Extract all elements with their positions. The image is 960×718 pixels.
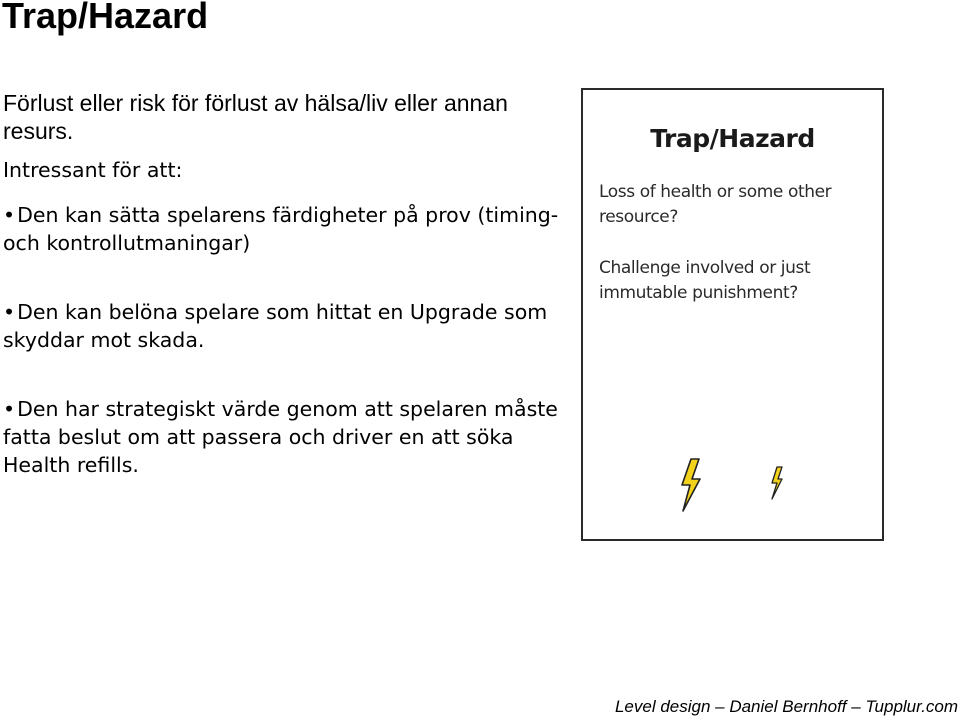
subheading: Intressant för att:	[3, 158, 183, 182]
lightning-bolt-icon	[770, 466, 784, 500]
bullet-text: Den kan belöna spelare som hittat en Upgrade som skyddar mot skada.	[3, 300, 548, 352]
slide-title: Trap/Hazard	[2, 0, 209, 36]
bullet-text: Den kan sätta spelarens färdigheter på prov (timing- och kontrollutmaningar)	[3, 203, 559, 255]
bullet-mark: •	[3, 203, 16, 227]
bullet-item	[3, 298, 573, 354]
bullet-item	[3, 395, 573, 479]
intro-text: Förlust eller risk för förlust av hälsa/liv eller annan resurs.	[3, 90, 508, 144]
lightning-bolt-icon	[680, 458, 702, 512]
bullet-text: Den har strategiskt värde genom att spelaren måste fatta beslut om att passera och driver en att söka Health refills.	[3, 397, 558, 477]
bullet-mark: •	[3, 397, 16, 421]
footer-credit: Level design – Daniel Bernhoff – Tupplur.com	[614, 697, 958, 716]
card-title: Trap/Hazard	[650, 124, 815, 153]
card-question-2: Challenge involved or just immutable punishment?	[599, 258, 811, 303]
bullet-item	[3, 201, 573, 257]
bullet-mark: •	[3, 300, 16, 324]
trap-hazard-card	[581, 88, 884, 541]
card-question-1: Loss of health or some other resource?	[599, 182, 832, 227]
